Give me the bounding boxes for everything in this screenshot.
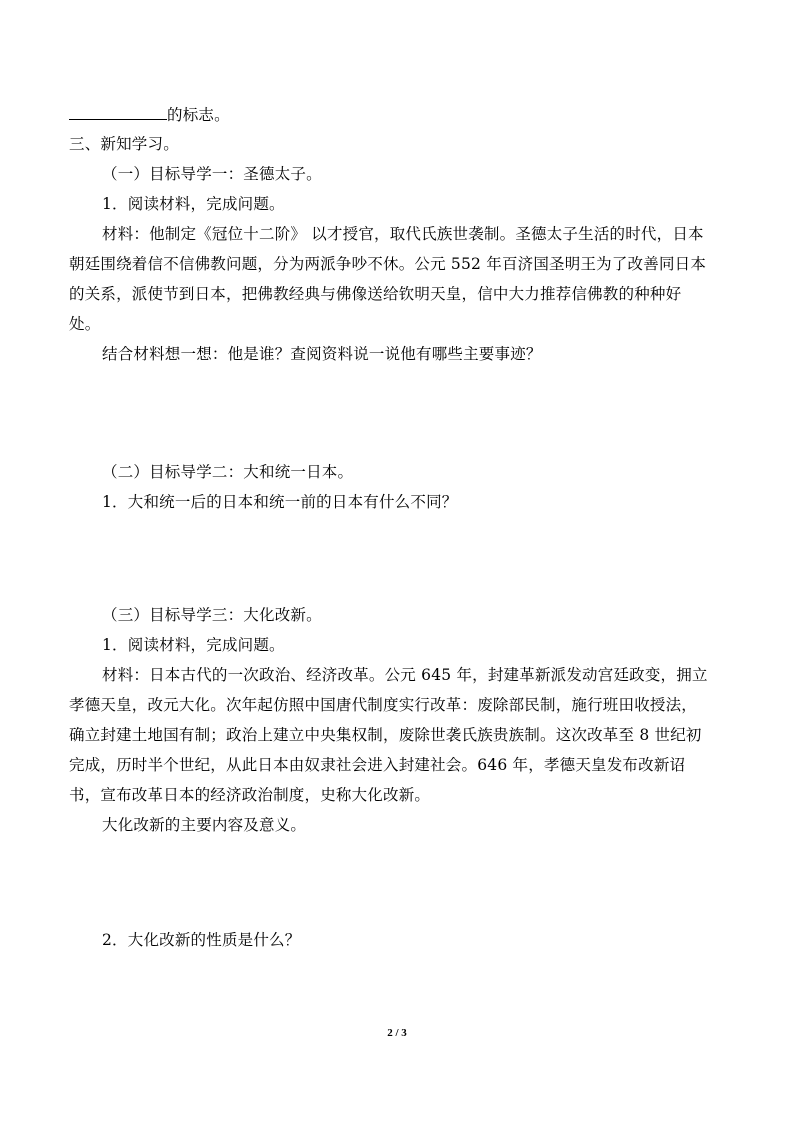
subsection-heading: （三）目标导学三：大化改新。 — [102, 606, 322, 624]
question-line: 2．大化改新的性质是什么？ — [102, 931, 301, 949]
question-line: 结合材料想一想：他是谁？查阅资料说一说他有哪些主要事迹？ — [102, 345, 542, 363]
material-line: 确立封建土地国有制；政治上建立中央集权制，废除世袭氏族贵族制。这次改革至 8 世纪初 — [69, 726, 702, 744]
question-line: 1．阅读材料，完成问题。 — [102, 636, 285, 654]
text-line — [69, 104, 230, 125]
page-number: 2 / 3 — [387, 1027, 407, 1039]
subsection-heading: （二）目标导学二：大和统一日本。 — [102, 463, 354, 481]
question-line: 大化改新的主要内容及意义。 — [102, 816, 307, 834]
material-line: 孝德天皇，改元大化。次年起仿照中国唐代制度实行改革：废除部民制，施行班田收授法， — [69, 696, 698, 714]
subsection-heading: （一）目标导学一：圣德太子。 — [102, 165, 322, 183]
text-fragment: 的标志。 — [167, 106, 230, 124]
question-line: 1．阅读材料，完成问题。 — [102, 195, 285, 213]
material-line: 处。 — [69, 315, 101, 333]
material-line: 朝廷围绕着信不信佛教问题，分为两派争吵不休。公元 552 年百济国圣明王为了改善同日本 — [69, 255, 707, 273]
question-line: 1．大和统一后的日本和统一前的日本有什么不同？ — [102, 493, 458, 511]
material-line: 完成，历时半个世纪，从此日本由奴隶社会进入封建社会。646 年，孝德天皇发布改新诏 — [69, 756, 686, 774]
material-line: 的关系，派使节到日本，把佛教经典与佛像送给钦明天皇，信中大力推荐信佛教的种种好 — [69, 285, 682, 303]
material-line: 书，宣布改革日本的经济政治制度，史称大化改新。 — [69, 786, 431, 804]
material-line: 材料：日本古代的一次政治、经济改革。公元 645 年，封建革新派发动宫廷政变，拥立 — [102, 666, 708, 684]
fill-in-blank — [69, 104, 167, 120]
section-heading: 三、新知学习。 — [69, 135, 179, 153]
material-line: 材料：他制定《冠位十二阶》 以才授官，取代氏族世袭制。圣德太子生活的时代，日本 — [102, 225, 704, 243]
